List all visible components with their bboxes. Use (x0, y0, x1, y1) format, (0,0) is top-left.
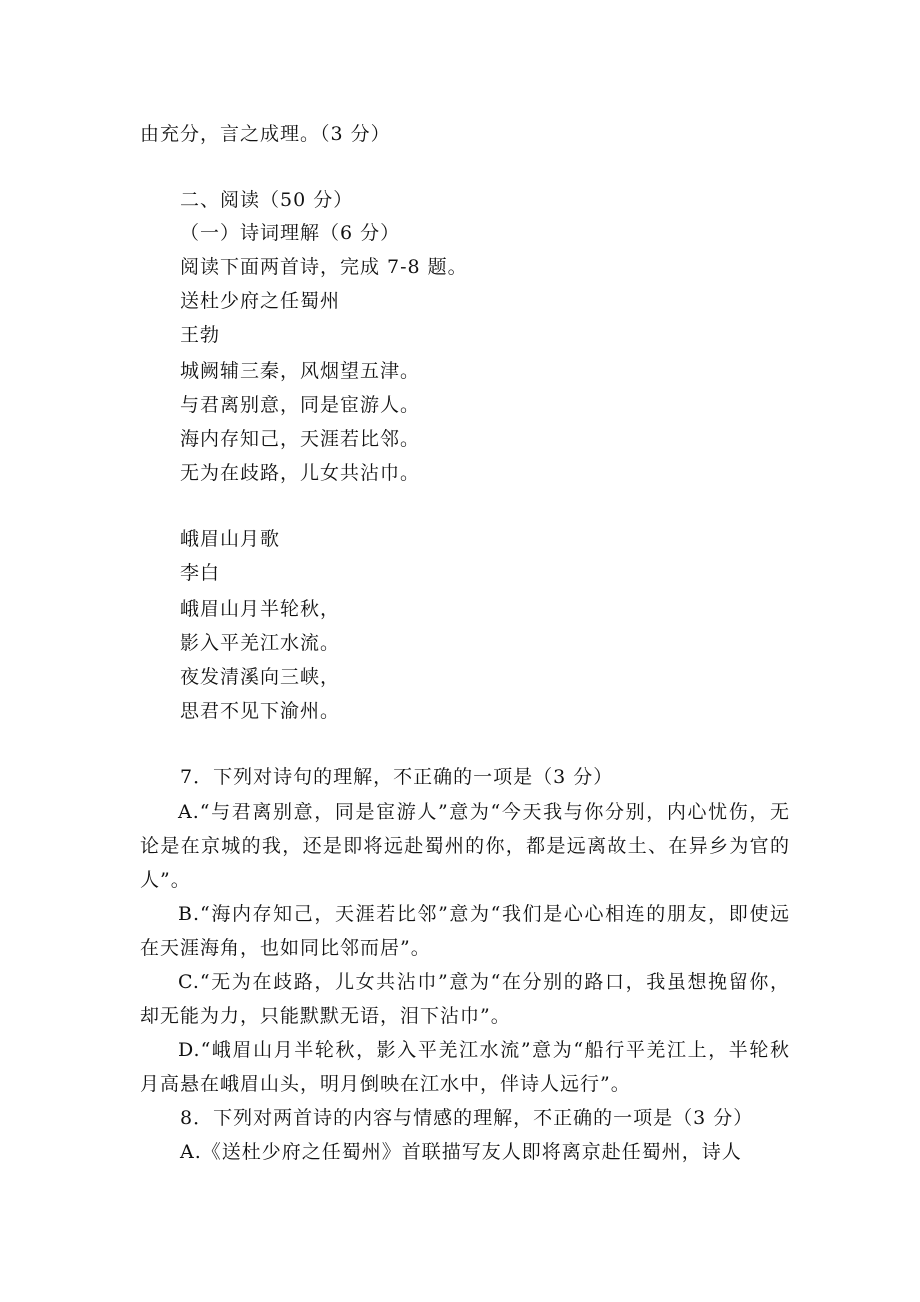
poem1-line: 海内存知己，天涯若比邻。 (180, 428, 421, 450)
poem1-author: 王勃 (180, 324, 221, 346)
poem1-line: 与君离别意，同是宦游人。 (180, 394, 421, 416)
poem1-line: 城阙辅三秦，风烟望五津。 (180, 360, 421, 382)
section-title: 二、阅读（50 分） (180, 189, 354, 211)
subsection-title: （一）诗词理解（6 分） (180, 222, 401, 244)
poem1-line: 无为在歧路，儿女共沾巾。 (180, 462, 421, 484)
poem2-line: 夜发清溪向三峡， (180, 666, 341, 688)
poem2-title: 峨眉山月歌 (180, 528, 281, 550)
question-7-option-a: A.“与君离别意，同是宦游人”意为“今天我与你分别，内心忧伤，无论是在京城的我，还是即将远赴蜀州的你，都是远离故土、在异乡为官的人”。 (140, 801, 790, 891)
question-7-option-b: B.“海内存知己，天涯若比邻”意为“我们是心心相连的朋友，即使远在天涯海角，也如同比邻而居”。 (140, 903, 790, 959)
intro-tail-text: 由充分，言之成理。（3 分） (140, 123, 391, 145)
poem2-line: 峨眉山月半轮秋， (180, 598, 341, 620)
question-8-option-a: A.《送杜少府之任蜀州》首联描写友人即将离京赴任蜀州，诗人 (180, 1141, 742, 1163)
poem1-title: 送杜少府之任蜀州 (180, 290, 341, 312)
instruction-text: 阅读下面两首诗，完成 7-8 题。 (180, 256, 468, 278)
question-7-stem: 7．下列对诗句的理解，不正确的一项是（3 分） (180, 766, 614, 788)
poem2-line: 影入平羌江水流。 (180, 632, 341, 654)
poem2-line: 思君不见下渝州。 (180, 700, 341, 722)
poem2-author: 李白 (180, 562, 221, 584)
question-8-stem: 8．下列对两首诗的内容与情感的理解，不正确的一项是（3 分） (180, 1107, 754, 1129)
question-7-option-d: D.“峨眉山月半轮秋，影入平羌江水流”意为“船行平羌江上，半轮秋月高悬在峨眉山头，明月倒映在江水中，伴诗人远行”。 (140, 1039, 790, 1095)
question-7-option-c: C.“无为在歧路，儿女共沾巾”意为“在分别的路口，我虽想挽留你，却无能为力，只能默默无语，泪下沾巾”。 (140, 971, 790, 1027)
